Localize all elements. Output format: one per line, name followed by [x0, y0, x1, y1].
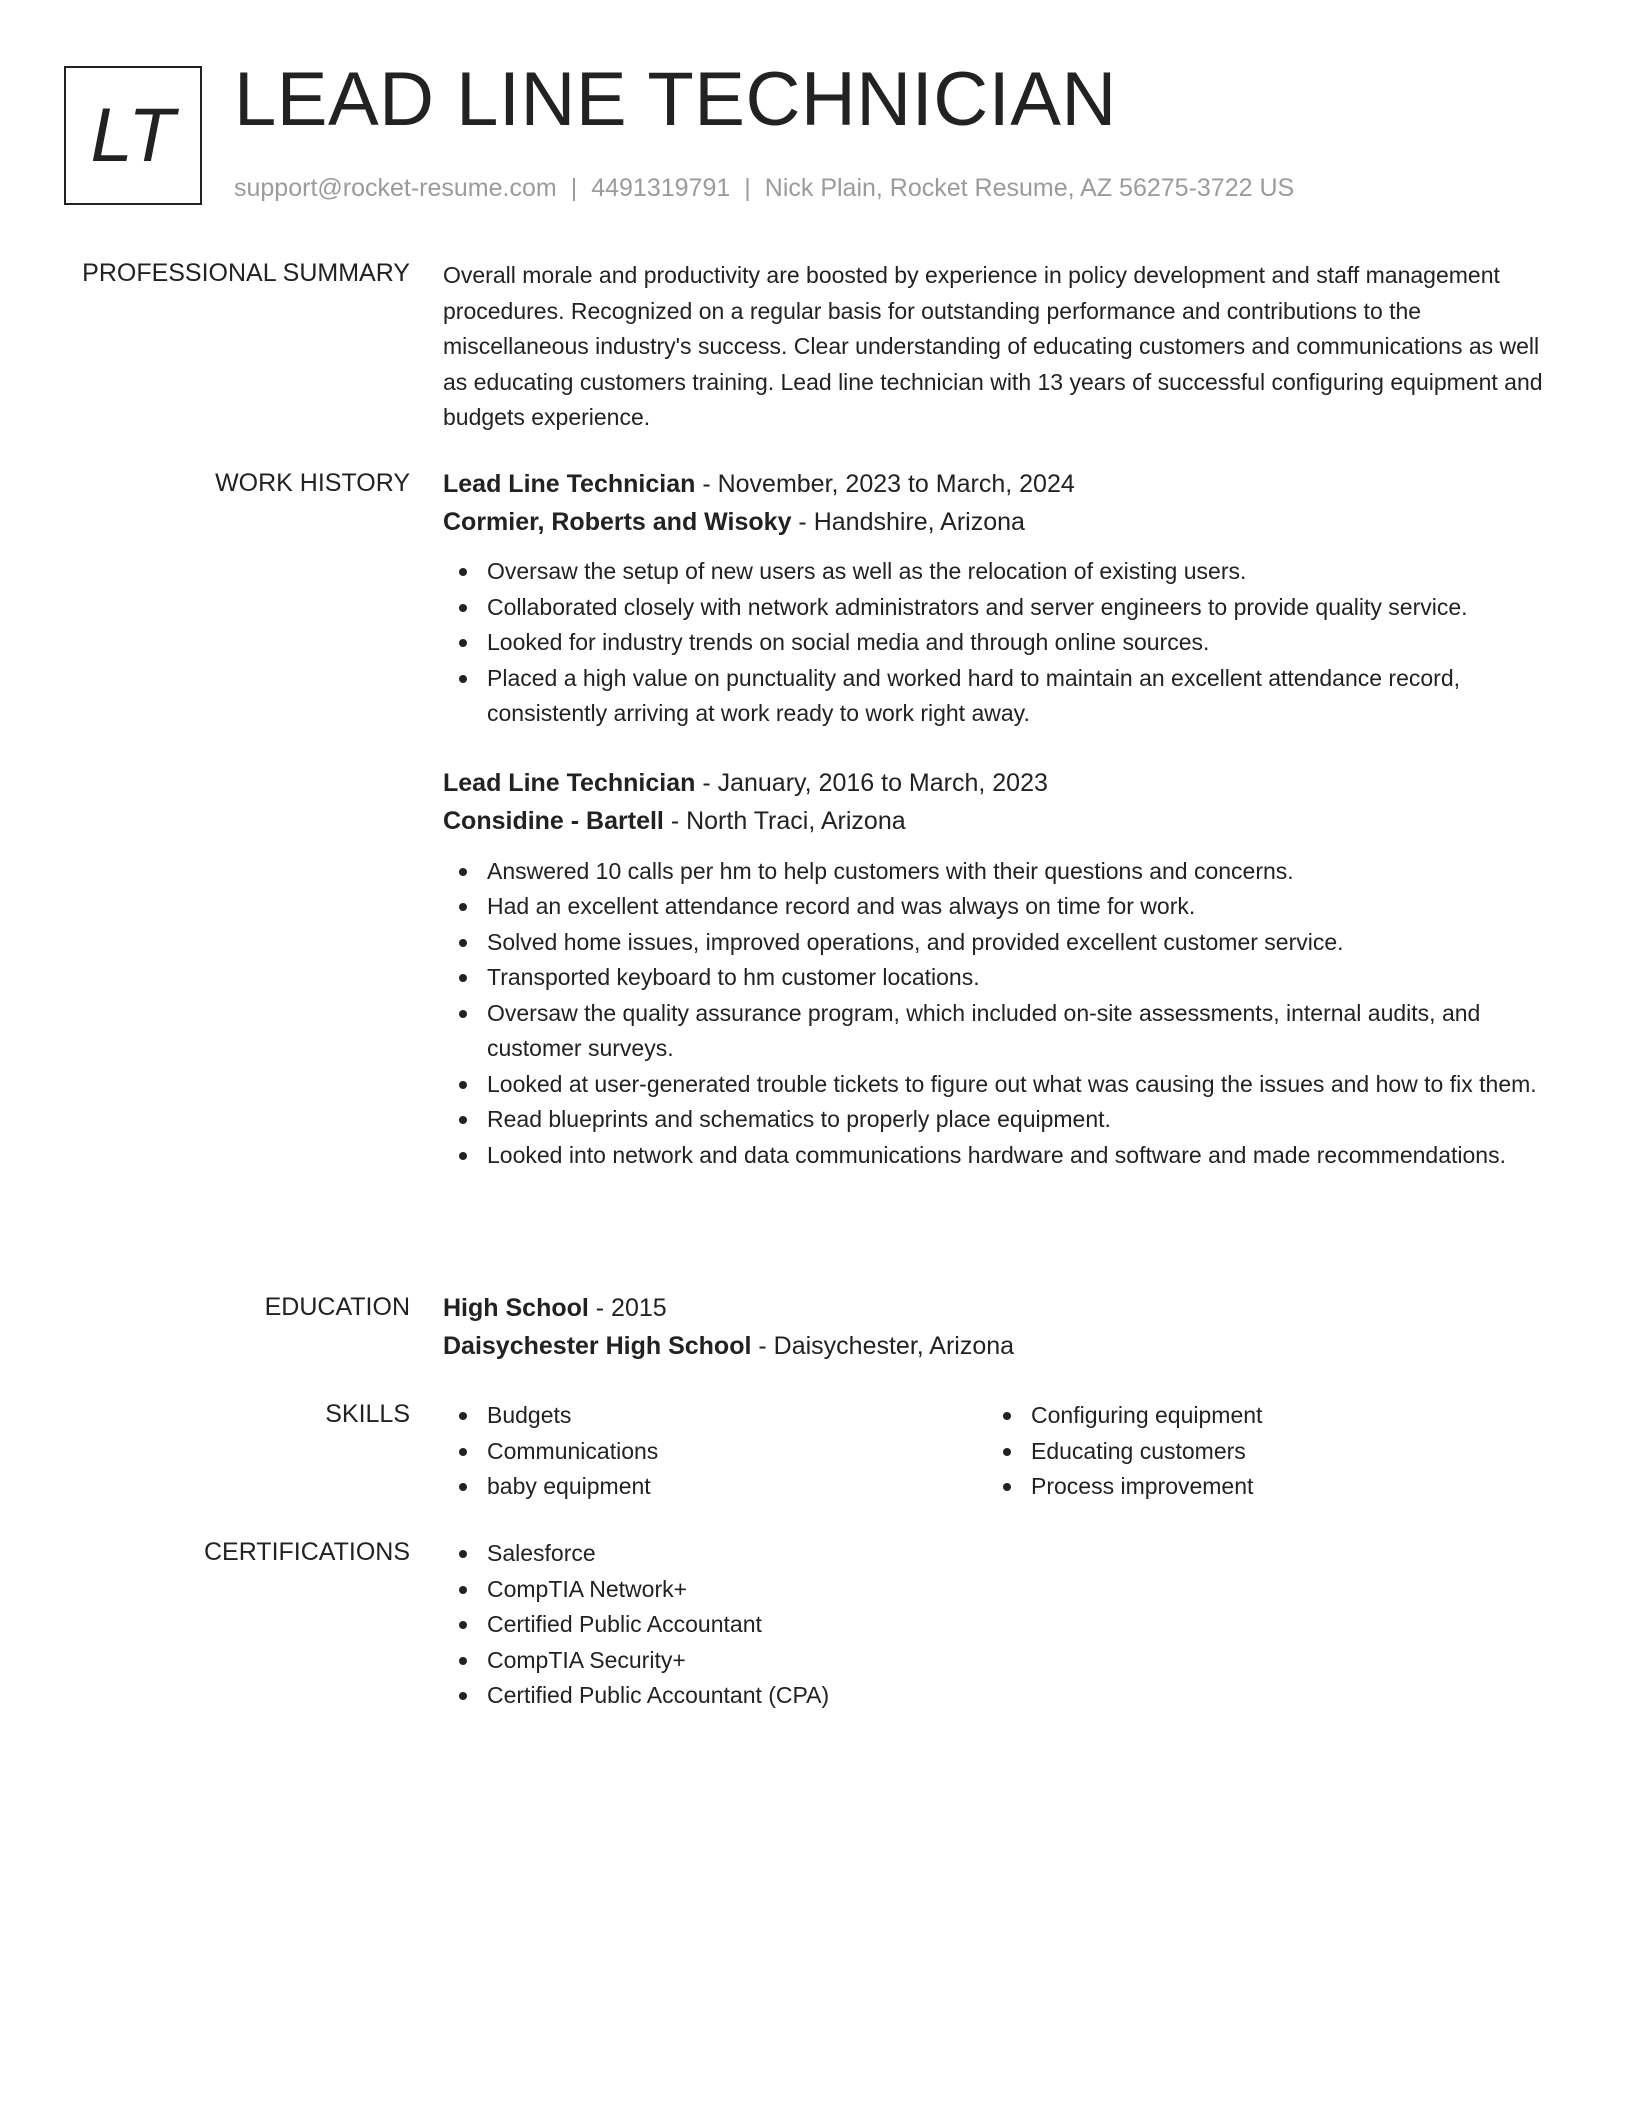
section-heading: PROFESSIONAL SUMMARY	[82, 259, 410, 287]
job-entry	[443, 764, 1553, 1174]
list-item: Looked into network and data communications hardware and software and made recommendations.	[443, 1138, 1553, 1174]
section-heading: WORK HISTORY	[215, 469, 410, 497]
contact-phone: 4491319791	[591, 174, 731, 202]
job-location: - Handshire, Arizona	[791, 508, 1025, 536]
certification-item: Salesforce	[443, 1536, 1553, 1572]
job-company-line	[443, 503, 1553, 541]
certification-item: Certified Public Accountant (CPA)	[443, 1678, 1553, 1714]
list-item: Transported keyboard to hm customer locations.	[443, 960, 1553, 996]
list-item: Looked for industry trends on social media and through online sources.	[443, 625, 1553, 661]
certification-item: Certified Public Accountant	[443, 1607, 1553, 1643]
job-location: - North Traci, Arizona	[663, 806, 906, 835]
job-dates: - November, 2023 to March, 2024	[695, 470, 1075, 498]
list-item: Had an excellent attendance record and was always on time for work.	[443, 889, 1553, 925]
skill-item: baby equipment	[443, 1469, 987, 1505]
job-company-line	[443, 802, 1553, 840]
job-title-line	[443, 465, 1553, 503]
job-company: Cormier, Roberts and Wisoky	[443, 508, 792, 536]
list-item: Solved home issues, improved operations, and provided excellent customer service.	[443, 925, 1553, 961]
list-item: Looked at user-generated trouble tickets to figure out what was causing the issues and how to fix them.	[443, 1067, 1553, 1103]
list-item: Oversaw the quality assurance program, which included on-site assessments, internal audits, and customer surveys.	[443, 996, 1553, 1067]
certification-item: CompTIA Security+	[443, 1643, 1553, 1679]
contact-address: Nick Plain, Rocket Resume, AZ 56275-3722 US	[764, 174, 1295, 202]
education-degree: High School	[443, 1294, 589, 1322]
job-title: Lead Line Technician	[443, 768, 696, 797]
job-dates: - January, 2016 to March, 2023	[695, 768, 1048, 797]
monogram-box	[64, 66, 202, 205]
job-duties-list	[443, 554, 1553, 732]
list-item: Answered 10 calls per hm to help customers with their questions and concerns.	[443, 854, 1553, 890]
education-location: - Daisychester, Arizona	[751, 1332, 1015, 1360]
section-heading: CERTIFICATIONS	[203, 1538, 410, 1566]
education-year: - 2015	[588, 1294, 667, 1322]
skills-grid	[443, 1398, 1553, 1505]
skills-list-left	[443, 1398, 987, 1505]
contact-line	[234, 172, 1294, 204]
list-item: Collaborated closely with network administrators and server engineers to provide quality service.	[443, 590, 1553, 626]
job-title: Lead Line Technician	[443, 470, 696, 498]
education-degree-line	[443, 1289, 1553, 1327]
list-item: Placed a high value on punctuality and worked hard to maintain an excellent attendance record, consistently arriving at work ready to work right away.	[443, 661, 1553, 732]
summary-text: Overall morale and productivity are boosted by experience in policy development and staff management procedures. Recognized on a regular basis for outstanding performance and contributions to the miscellaneous industry's success. Clear understanding of educating customers and communications as well as educating customers training. Lead line technician with 13 years of successful configuring equipment and budgets experience.	[443, 262, 1543, 430]
skill-item: Communications	[443, 1434, 987, 1470]
skill-item: Configuring equipment	[987, 1398, 1531, 1434]
list-item: Read blueprints and schematics to properly place equipment.	[443, 1102, 1553, 1138]
job-company: Considine - Bartell	[443, 806, 664, 835]
monogram-initials: LT	[90, 92, 176, 178]
section-heading: SKILLS	[325, 1400, 410, 1428]
skill-item: Educating customers	[987, 1434, 1531, 1470]
certifications-list	[443, 1536, 1553, 1714]
skill-item: Process improvement	[987, 1469, 1531, 1505]
job-duties-list	[443, 854, 1553, 1174]
education-school: Daisychester High School	[443, 1332, 752, 1360]
skills-list-right	[987, 1398, 1531, 1505]
skill-item: Budgets	[443, 1398, 987, 1434]
contact-separator: |	[744, 174, 751, 202]
job-title-line	[443, 764, 1553, 802]
section-heading: EDUCATION	[264, 1293, 410, 1321]
contact-email: support@rocket-resume.com	[234, 174, 557, 202]
contact-separator: |	[570, 174, 578, 202]
education-school-line	[443, 1327, 1553, 1365]
job-entry	[443, 465, 1553, 732]
candidate-name: LEAD LINE TECHNICIAN	[234, 57, 1117, 142]
list-item: Oversaw the setup of new users as well as the relocation of existing users.	[443, 554, 1553, 590]
certification-item: CompTIA Network+	[443, 1572, 1553, 1608]
